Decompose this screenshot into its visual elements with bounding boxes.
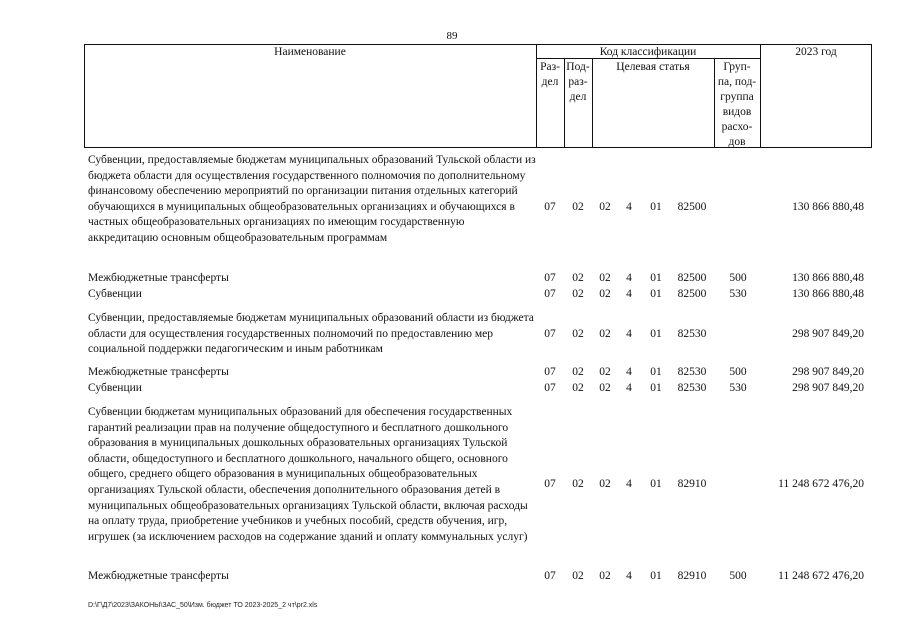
row-razdel: 07 bbox=[544, 288, 556, 300]
row-amount: 298 907 849,20 bbox=[792, 366, 864, 378]
row-target-4: 82530 bbox=[677, 382, 707, 394]
row-target-2: 4 bbox=[626, 201, 632, 213]
row-amount: 298 907 849,20 bbox=[792, 382, 864, 394]
header-target: Целевая статья bbox=[616, 61, 690, 73]
row-razdel: 07 bbox=[544, 570, 556, 582]
row-target-3: 01 bbox=[650, 328, 662, 340]
row-target-3: 01 bbox=[650, 478, 662, 490]
file-path-footer: D:\Г\Д7\2023\ЗАКОНЫ\ЗАС_50\Изм. бюджет ТО 2023-2025_2 чт\pr2.xls bbox=[88, 602, 318, 609]
row-target-1: 02 bbox=[599, 288, 611, 300]
row-podrazdel: 02 bbox=[572, 288, 584, 300]
row-name: Субвенции бюджетам муниципальных образований для обеспечения государственных гарантий реализации прав на получение общедоступного и бесплатного дошкольного образования в муниципальных дошкольных образовательных организациях Тульской области, общедоступного и бесплатного дошкольного, начального общего, основного общего, среднего общего образования в муниципальных общеобразовательных организациях Тульской области, обеспечения дополнительного образования детей в муниципальных общеобразовательных организациях Тульской области, включая расходы на оплату труда, приобретение учебников и учебных пособий, средств обучения, игр, игрушек (за исключением расходов на содержание зданий и оплату коммунальных услуг) bbox=[88, 406, 528, 543]
row-podrazdel: 02 bbox=[572, 382, 584, 394]
row-target-1: 02 bbox=[599, 272, 611, 284]
row-podrazdel: 02 bbox=[572, 478, 584, 490]
row-podrazdel: 02 bbox=[572, 328, 584, 340]
header-vid: Груп- па, под- группа видов расхо- дов bbox=[717, 61, 757, 148]
header-podrazdel: Под- раз- дел bbox=[566, 61, 590, 103]
row-target-3: 01 bbox=[650, 272, 662, 284]
row-amount: 130 866 880,48 bbox=[792, 272, 864, 284]
row-target-4: 82910 bbox=[677, 478, 707, 490]
row-target-2: 4 bbox=[626, 328, 632, 340]
row-target-4: 82910 bbox=[677, 570, 707, 582]
header-year: 2023 год bbox=[795, 46, 837, 58]
row-razdel: 07 bbox=[544, 366, 556, 378]
row-name: Субвенции, предоставляемые бюджетам муниципальных образований Тульской области из бюджета области для осуществления государственного полномочия по дополнительному финансовому обеспечению мероприятий по организации питания отдельных категорий обучающихся в муниципальных общеобразовательных организациях и обучающихся в частных общеобразовательных организациях по имеющим государственную аккредитацию основным общеобразовательным программам bbox=[88, 154, 536, 244]
row-target-1: 02 bbox=[599, 478, 611, 490]
row-target-4: 82500 bbox=[677, 201, 707, 213]
row-target-3: 01 bbox=[650, 382, 662, 394]
row-name: Субвенции bbox=[88, 382, 142, 394]
row-name: Межбюджетные трансферты bbox=[88, 366, 229, 378]
row-name: Межбюджетные трансферты bbox=[88, 272, 229, 284]
row-target-2: 4 bbox=[626, 478, 632, 490]
header-code-group: Код классификации bbox=[599, 46, 697, 58]
row-target-4: 82530 bbox=[677, 366, 707, 378]
row-amount: 11 248 672 476,20 bbox=[778, 570, 864, 582]
table-header bbox=[84, 44, 872, 148]
row-target-2: 4 bbox=[626, 288, 632, 300]
page-number: 89 bbox=[446, 30, 458, 42]
row-name: Субвенции, предоставляемые бюджетам муниципальных образований области из бюджета области для осуществления государственных полномочий по предоставлению мер социальной поддержки педагогическим и иным работникам bbox=[88, 312, 534, 356]
row-target-4: 82500 bbox=[677, 288, 707, 300]
row-amount: 298 907 849,20 bbox=[792, 328, 864, 340]
row-target-2: 4 bbox=[626, 570, 632, 582]
row-amount: 11 248 672 476,20 bbox=[778, 478, 864, 490]
row-target-2: 4 bbox=[626, 272, 632, 284]
row-podrazdel: 02 bbox=[572, 272, 584, 284]
row-vid: 500 bbox=[729, 272, 747, 284]
row-razdel: 07 bbox=[544, 201, 556, 213]
row-amount: 130 866 880,48 bbox=[792, 288, 864, 300]
row-target-3: 01 bbox=[650, 570, 662, 582]
row-vid: 530 bbox=[729, 382, 747, 394]
row-amount: 130 866 880,48 bbox=[792, 201, 864, 213]
row-target-1: 02 bbox=[599, 201, 611, 213]
row-target-3: 01 bbox=[650, 366, 662, 378]
row-razdel: 07 bbox=[544, 328, 556, 340]
header-razdel: Раз- дел bbox=[540, 61, 560, 88]
row-target-3: 01 bbox=[650, 201, 662, 213]
row-target-3: 01 bbox=[650, 288, 662, 300]
row-target-4: 82500 bbox=[677, 272, 707, 284]
row-name: Межбюджетные трансферты bbox=[88, 570, 229, 582]
header-name: Наименование bbox=[274, 46, 346, 58]
row-target-1: 02 bbox=[599, 366, 611, 378]
row-vid: 500 bbox=[729, 366, 747, 378]
row-name: Субвенции bbox=[88, 288, 142, 300]
row-podrazdel: 02 bbox=[572, 201, 584, 213]
row-target-4: 82530 bbox=[677, 328, 707, 340]
row-target-1: 02 bbox=[599, 328, 611, 340]
row-podrazdel: 02 bbox=[572, 366, 584, 378]
row-razdel: 07 bbox=[544, 478, 556, 490]
row-razdel: 07 bbox=[544, 382, 556, 394]
row-target-1: 02 bbox=[599, 570, 611, 582]
row-target-2: 4 bbox=[626, 366, 632, 378]
row-podrazdel: 02 bbox=[572, 570, 584, 582]
row-razdel: 07 bbox=[544, 272, 556, 284]
row-vid: 500 bbox=[729, 570, 747, 582]
row-target-2: 4 bbox=[626, 382, 632, 394]
row-vid: 530 bbox=[729, 288, 747, 300]
row-target-1: 02 bbox=[599, 382, 611, 394]
